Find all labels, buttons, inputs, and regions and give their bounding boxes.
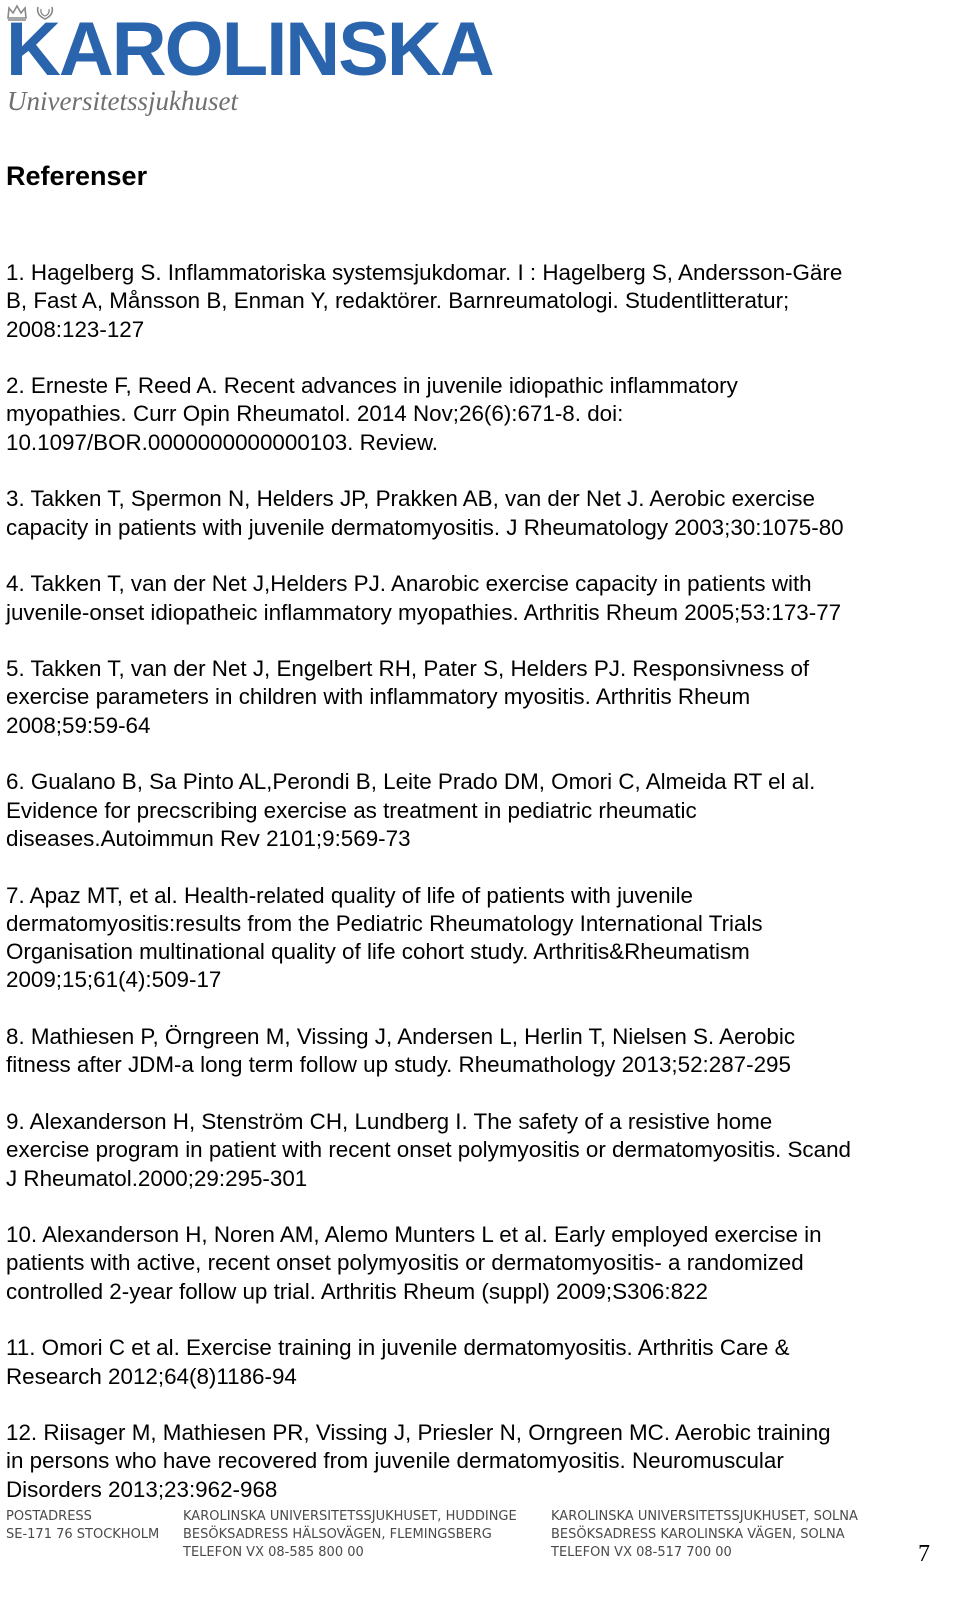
reference-line: 2. Erneste F, Reed A. Recent advances in juvenile idiopathic inflammatory xyxy=(6,373,738,399)
reference-line: 10.1097/BOR.0000000000000103. Review. xyxy=(6,429,438,455)
footer-line: TELEFON VX 08-517 700 00 xyxy=(551,1545,732,1560)
reference-line: 8. Mathiesen P, Örngreen M, Vissing J, Andersen L, Herlin T, Nielsen S. Aerobic xyxy=(6,1024,796,1050)
page-number: 7 xyxy=(918,1541,930,1567)
reference-line: Research 2012;64(8)1186-94 xyxy=(6,1363,297,1389)
reference-line: exercise parameters in children with inflammatory myositis. Arthritis Rheum xyxy=(6,684,751,710)
reference-item xyxy=(6,1334,946,1391)
reference-line: 4. Takken T, van der Net J,Helders PJ. Anarobic exercise capacity in patients with xyxy=(6,571,812,597)
reference-item xyxy=(6,655,946,740)
reference-line: 2009;15;61(4):509-17 xyxy=(6,967,222,993)
reference-item xyxy=(6,1419,946,1504)
reference-line: in persons who have recovered from juvenile dermatomyositis. Neuromuscular xyxy=(6,1448,784,1474)
footer-line: BESÖKSADRESS HÄLSOVÄGEN, FLEMINGSBERG xyxy=(183,1527,492,1542)
reference-line: 11. Omori C et al. Exercise training in juvenile dermatomyositis. Arthritis Care & xyxy=(6,1335,790,1361)
footer-huddinge xyxy=(183,1508,517,1562)
footer-line: KAROLINSKA UNIVERSITETSSJUKHUSET, HUDDINGE xyxy=(183,1509,517,1524)
karolinska-logo xyxy=(6,0,506,120)
reference-line: fitness after JDM-a long term follow up study. Rheumathology 2013;52:287-295 xyxy=(6,1052,791,1078)
reference-item xyxy=(6,485,946,542)
reference-line: 7. Apaz MT, et al. Health-related quality of life of patients with juvenile xyxy=(6,882,694,908)
reference-line: capacity in patients with juvenile dermatomyositis. J Rheumatology 2003;30:1075-80 xyxy=(6,514,844,540)
reference-line: dermatomyositis:results from the Pediatric Rheumatology International Trials xyxy=(6,910,763,936)
footer-line: TELEFON VX 08-585 800 00 xyxy=(183,1545,364,1560)
reference-line: 9. Alexanderson H, Stenström CH, Lundberg I. The safety of a resistive home xyxy=(6,1108,773,1134)
reference-line: myopathies. Curr Opin Rheumatol. 2014 Nov;26(6):671-8. doi: xyxy=(6,401,624,427)
footer-solna xyxy=(551,1508,858,1562)
reference-item xyxy=(6,570,946,627)
footer xyxy=(0,1508,960,1611)
footer-postal-address xyxy=(6,1508,159,1544)
reference-line: juvenile-onset idiopatheic inflammatory myopathies. Arthritis Rheum 2005;53:173-77 xyxy=(6,599,842,625)
reference-line: 3. Takken T, Spermon N, Helders JP, Prakken AB, van der Net J. Aerobic exercise xyxy=(6,486,815,512)
logo-wordmark: KAROLINSKA xyxy=(6,7,493,92)
reference-line: Evidence for precscribing exercise as treatment in pediatric rheumatic xyxy=(6,797,697,823)
reference-line: B, Fast A, Månsson B, Enman Y, redaktörer. Barnreumatologi. Studentlitteratur; xyxy=(6,288,790,314)
reference-list xyxy=(6,259,946,1532)
reference-item xyxy=(6,1221,946,1306)
footer-line: POSTADRESS xyxy=(6,1509,92,1524)
reference-line: J Rheumatol.2000;29:295-301 xyxy=(6,1165,308,1191)
page-heading: Referenser xyxy=(6,161,148,191)
reference-line: controlled 2-year follow up trial. Arthritis Rheum (suppl) 2009;S306:822 xyxy=(6,1278,708,1304)
logo-subtitle: Universitetssjukhuset xyxy=(7,86,238,116)
reference-item xyxy=(6,1108,946,1193)
reference-line: patients with active, recent onset polymyositis or dermatomyositis- a randomized xyxy=(6,1250,804,1276)
footer-line: BESÖKSADRESS KAROLINSKA VÄGEN, SOLNA xyxy=(551,1527,845,1542)
reference-line: 1. Hagelberg S. Inflammatoriska systemsjukdomar. I : Hagelberg S, Andersson-Gäre xyxy=(6,260,843,285)
reference-item xyxy=(6,882,946,995)
reference-line: 12. Riisager M, Mathiesen PR, Vissing J, Priesler N, Orngreen MC. Aerobic training xyxy=(6,1420,831,1446)
reference-line: 2008:123-127 xyxy=(6,316,145,342)
reference-line: 5. Takken T, van der Net J, Engelbert RH, Pater S, Helders PJ. Responsivness of xyxy=(6,656,810,682)
reference-item xyxy=(6,1023,946,1080)
reference-item xyxy=(6,259,946,344)
reference-line: Disorders 2013;23:962-968 xyxy=(6,1476,278,1502)
reference-line: 10. Alexanderson H, Noren AM, Alemo Munters L et al. Early employed exercise in xyxy=(6,1222,822,1248)
reference-item xyxy=(6,372,946,457)
reference-line: 6. Gualano B, Sa Pinto AL,Perondi B, Leite Prado DM, Omori C, Almeida RT el al. xyxy=(6,769,816,795)
reference-line: diseases.Autoimmun Rev 2101;9:569-73 xyxy=(6,825,411,851)
reference-line: exercise program in patient with recent onset polymyositis or dermatomyositis. Scand xyxy=(6,1137,851,1163)
footer-line: SE-171 76 STOCKHOLM xyxy=(6,1527,160,1542)
reference-line: 2008;59:59-64 xyxy=(6,712,151,738)
reference-line: Organisation multinational quality of life cohort study. Arthritis&Rheumatism xyxy=(6,939,750,965)
footer-line: KAROLINSKA UNIVERSITETSSJUKHUSET, SOLNA xyxy=(551,1509,858,1524)
reference-item xyxy=(6,768,946,853)
